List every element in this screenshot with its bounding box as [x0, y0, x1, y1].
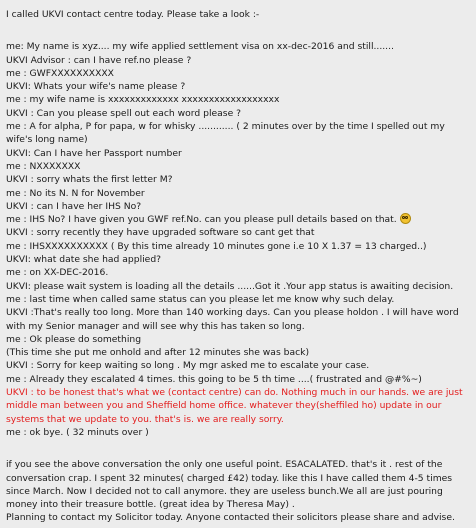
closing-line: me : ok bye. ( 32 minuts over ) — [6, 426, 149, 438]
transcript-line: me : my wife name is xxxxxxxxxxxxx xxxxxxxxxxxxxxxxxx — [6, 94, 280, 106]
transcript-line: (This time she put me onhold and after 12 minutes she was back) — [6, 347, 310, 359]
transcript-line: UKVI : sorry whats the first letter M? — [6, 174, 173, 186]
transcript-line: UKVI: Whats your wife's name please ? — [6, 81, 186, 93]
transcript-line: UKVI : Sorry for keep waiting so long . My mgr asked me to escalate your case. — [6, 360, 370, 372]
paragraph-gap — [6, 439, 470, 458]
transcript-line: me : Ok please do something — [6, 333, 142, 345]
transcript-line: UKVI : sorry recently they have upgraded software so cant get that — [6, 227, 315, 239]
transcript-line: UKVI : can I have her IHS No? — [6, 200, 142, 212]
transcript-line: me : No its N. N for November — [6, 187, 145, 199]
transcript-line — [6, 213, 470, 226]
transcript-line: UKVI :That's really too long. More than 140 working days. Can you please holdon . I will have word with my Senior manager and will see why this has taken so long. — [6, 307, 459, 332]
transcript-line: UKVI Advisor : can I have ref.no please ? — [6, 54, 192, 66]
highlighted-reply: UKVI : to be honest that's what we (contact centre) can do. Nothing much in our hands. we are just middle man between you and Sheffield home office. whatever they(sheffiled ho) update in our systems that we update to you. that's is. we are really sorry. — [6, 387, 463, 425]
final-line: Planning to contact my Solicitor today. Anyone contacted their solicitors please share and advise. — [6, 512, 455, 524]
intro-line: I called UKVI contact centre today. Please take a look :- — [6, 9, 260, 20]
transcript-line: UKVI: Can I have her Passport number — [6, 147, 182, 159]
transcript-line: me : NXXXXXXX — [6, 160, 81, 172]
transcript-line: me: My name is xyz.... my wife applied settlement visa on xx-dec-2016 and still....... — [6, 41, 394, 53]
transcript-text: me : IHS No? I have given you GWF ref.No. can you please pull details based on that. — [6, 214, 397, 226]
summary-paragraph: if you see the above conversation the only one useful point. ESACALATED. that's it . rest of the conversation crap. I spent 32 minutes( charged £42) today. like this I have called them 4-5 times since March. Now I decided not to call anymore. they are useless bunch.We all are just pouring money into their treasure bottle. (great idea by Theresa May) . — [6, 459, 453, 511]
transcript-line: me : A for alpha, P for papa, w for whisky ............ ( 2 minutes over by the time I spelled out my wife's long name) — [6, 121, 445, 146]
transcript-line: UKVI : Can you please spell out each word please ? — [6, 107, 242, 119]
transcript-line: me : IHSXXXXXXXXXX ( By this time already 10 minutes gone i.e 10 X 1.37 = 13 charged..) — [6, 240, 427, 252]
transcript-line: me : on XX-DEC-2016. — [6, 267, 109, 279]
transcript-line: me : GWFXXXXXXXXXX — [6, 67, 114, 79]
transcript-line: me : Already they escalated 4 times. this going to be 5 th time ....( frustrated and @#%~) — [6, 373, 422, 385]
transcript-line: UKVI: what date she had applied? — [6, 254, 162, 266]
transcript-line: UKVI: please wait system is loading all the details ......Got it .Your app status is awaiting decision. — [6, 280, 454, 292]
paragraph-gap — [6, 21, 470, 40]
transcript-line: me : last time when called same status can you please let me know why such delay. — [6, 293, 395, 305]
worried-face-icon — [400, 213, 411, 224]
